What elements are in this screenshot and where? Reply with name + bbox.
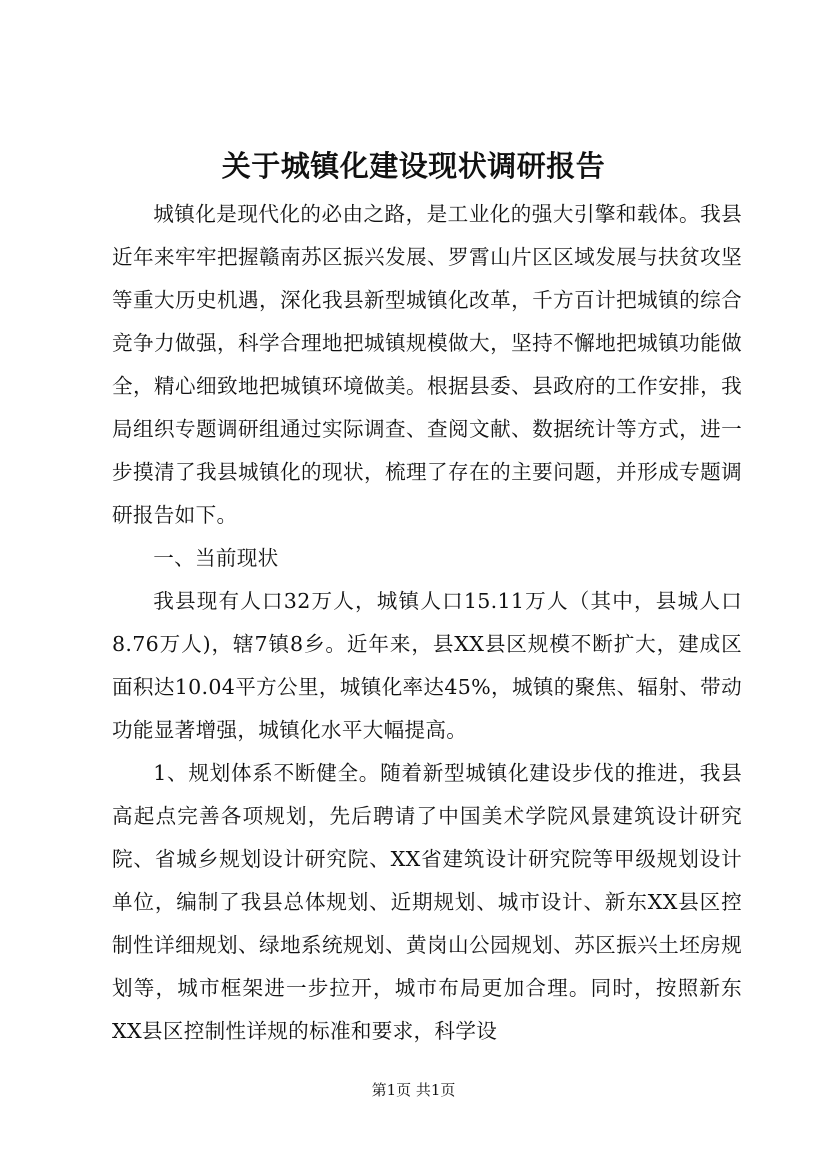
page-indicator: 第1页 共1页	[371, 1081, 456, 1099]
section-heading-current-status: 一、当前现状	[153, 546, 279, 570]
document-title: 关于城镇化建设现状调研报告	[221, 149, 606, 183]
document-body	[112, 193, 742, 1053]
paragraph-planning-system: 1、规划体系不断健全。随着新型城镇化建设步伐的推进，我县高起点完善各项规划，先后聘请了中国美术学院风景建筑设计研究院、省城乡规划设计研究院、XX省建筑设计研究院等甲级规划设计单位，编制了我县总体规划、近期规划、城市设计、新东XX县区控制性详细规划、绿地系统规划、黄岗山公园规划、苏区振兴土坯房规划等，城市框架进一步拉开，城市布局更加合理。同时，按照新东XX县区控制性详规的标准和要求，科学设	[112, 761, 742, 1043]
paragraph-population: 我县现有人口32万人，城镇人口15.11万人（其中，县城人口8.76万人)，辖7镇8乡。近年来，县XX县区规模不断扩大，建成区面积达10.04平方公里，城镇化率达45%，城镇的聚焦、辐射、带动功能显著增强，城镇化水平大幅提高。	[112, 589, 742, 742]
paragraph-intro: 城镇化是现代化的必由之路，是工业化的强大引擎和载体。我县近年来牢牢把握赣南苏区振兴发展、罗霄山片区区域发展与扶贫攻坚等重大历史机遇，深化我县新型城镇化改革，千方百计把城镇的综合竞争力做强，科学合理地把城镇规模做大，坚持不懈地把城镇功能做全，精心细致地把城镇环境做美。根据县委、县政府的工作安排，我局组织专题调研组通过实际调查、查阅文献、数据统计等方式，进一步摸清了我县城镇化的现状，梳理了存在的主要问题，并形成专题调研报告如下。	[112, 202, 742, 527]
